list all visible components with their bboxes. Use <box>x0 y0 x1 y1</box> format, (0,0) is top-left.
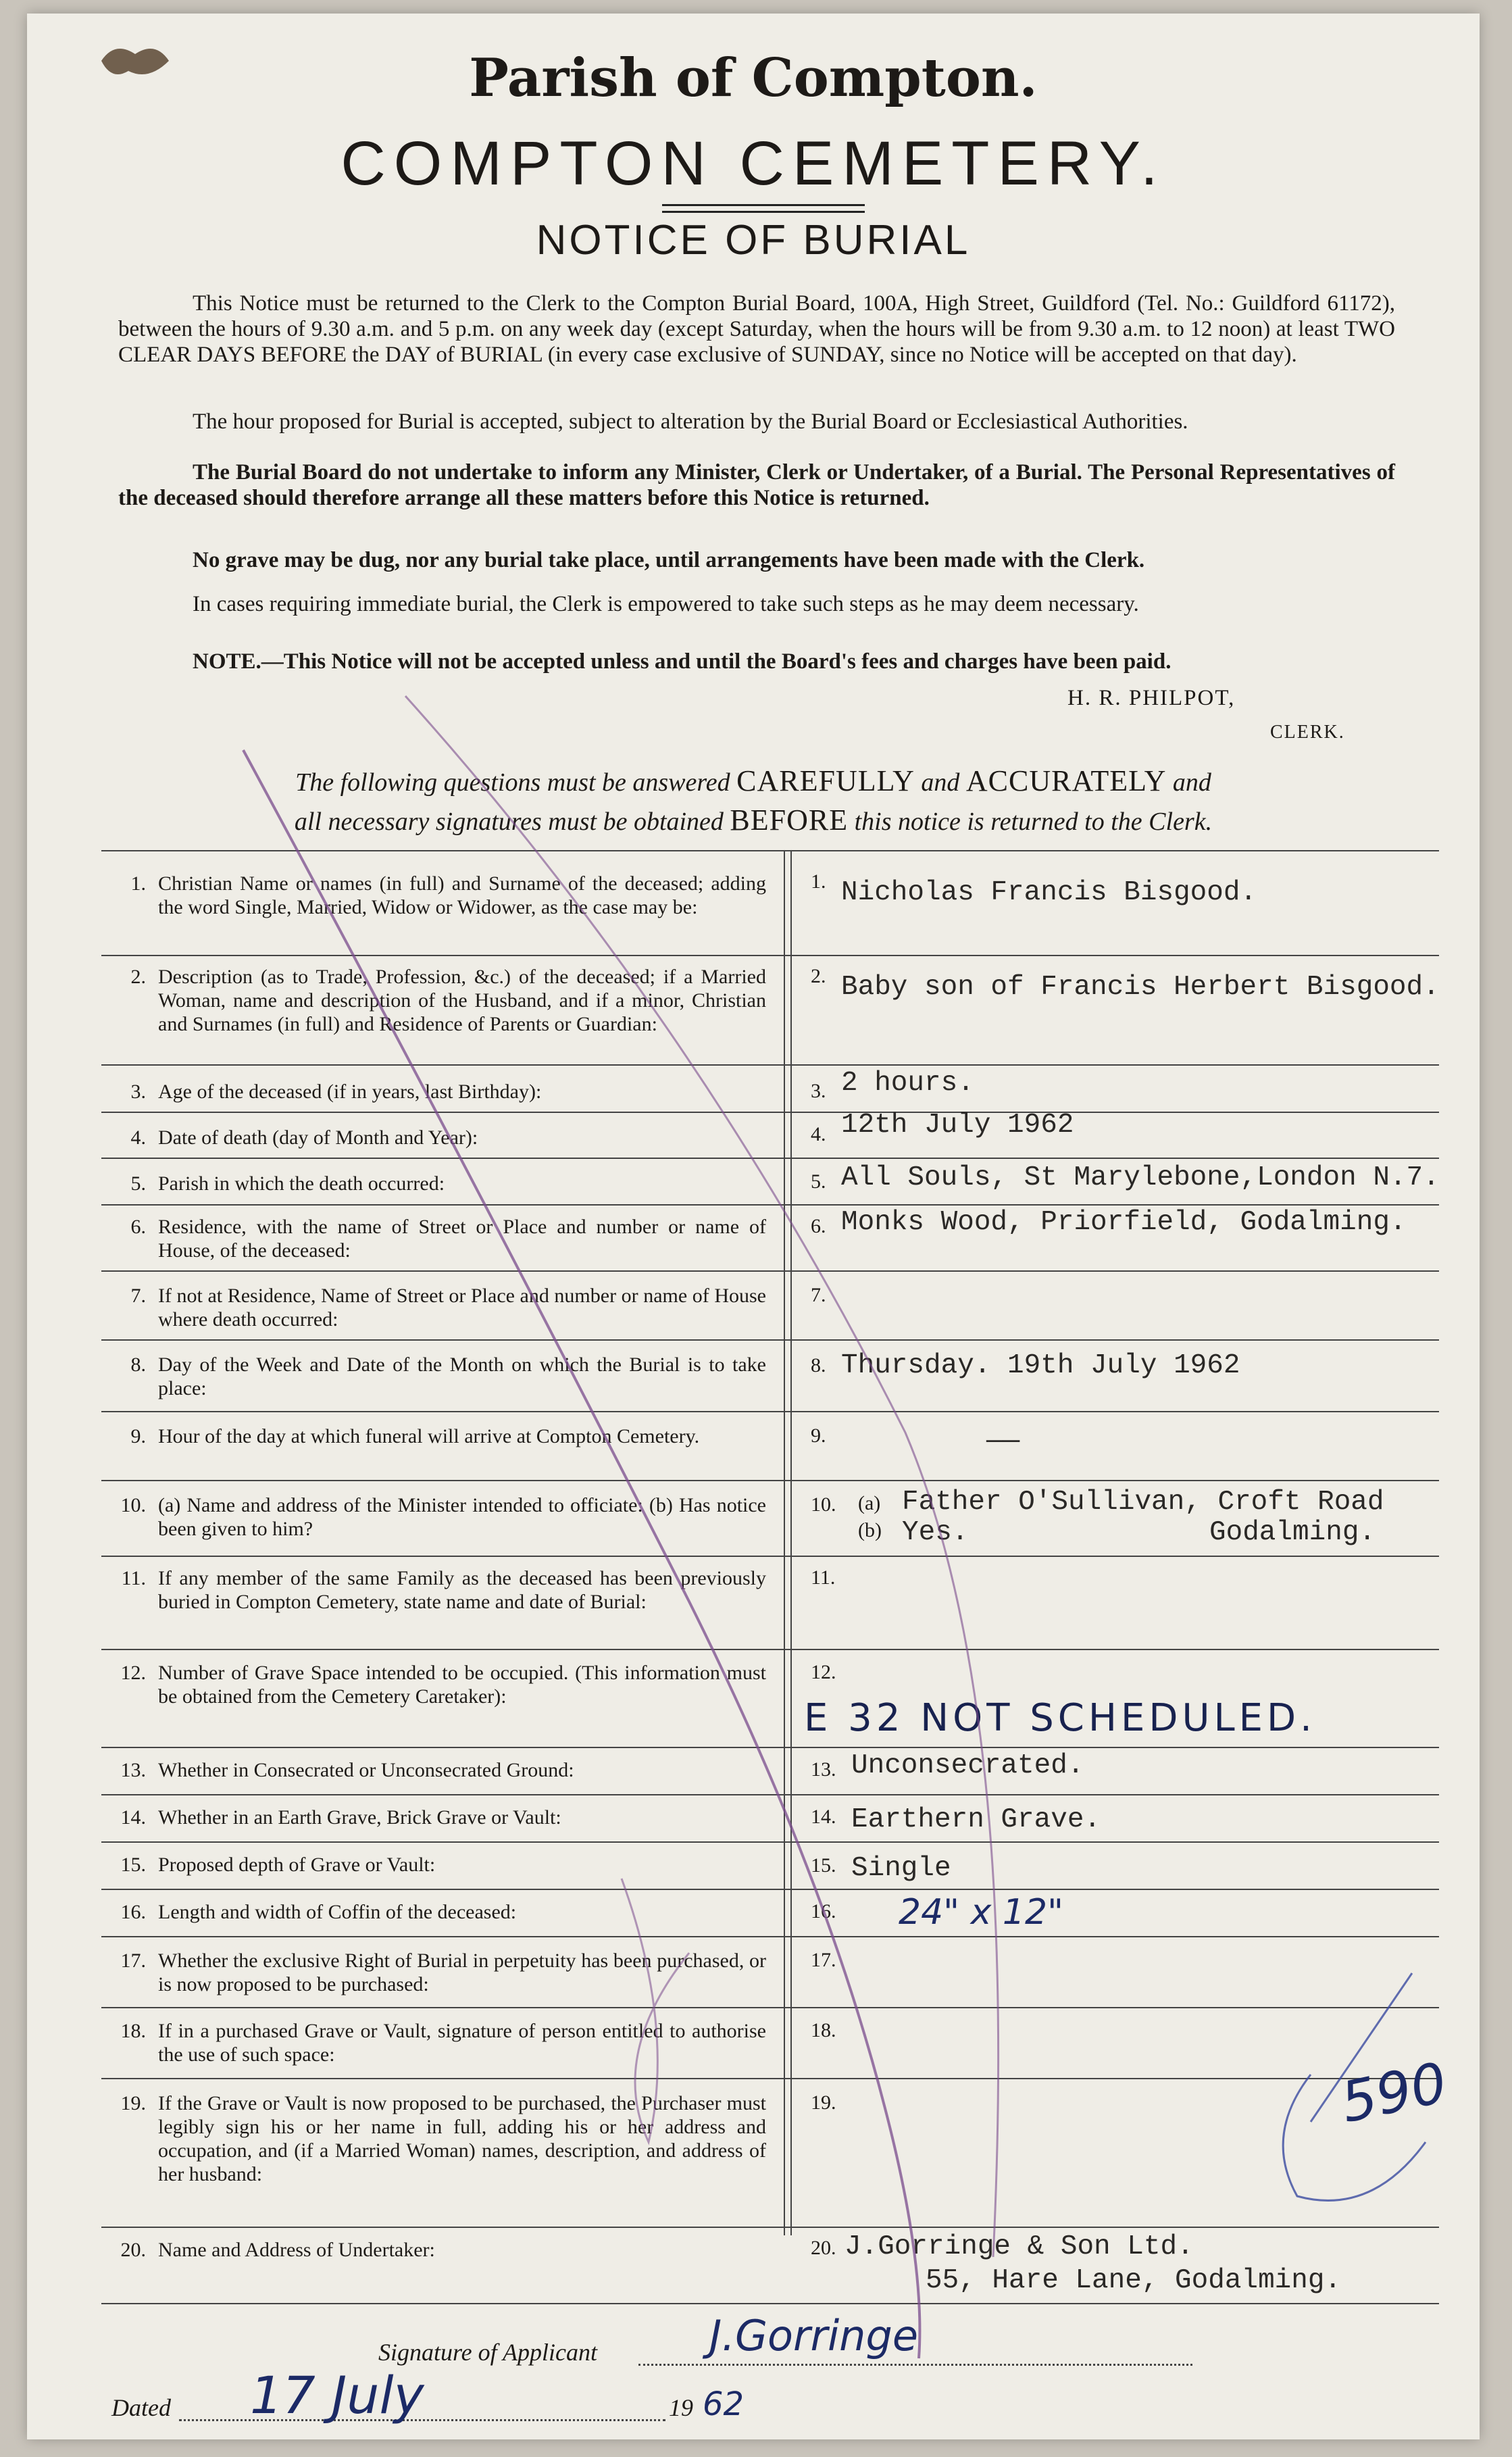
question-text: If not at Residence, Name of Street or Place and number or name of House where death occurred: <box>158 1285 766 1331</box>
answer-coffin-size: 24" x 12" <box>899 1892 1064 1933</box>
answer-number: 5. <box>811 1170 826 1193</box>
answer-number: 18. <box>811 2019 836 2041</box>
question-row <box>108 965 784 1036</box>
instruction-emphasis: CAREFULLY <box>736 764 915 797</box>
row-separator <box>101 1480 1439 1481</box>
question-row <box>108 872 784 919</box>
table-column-divider <box>790 850 792 2235</box>
intro-paragraph-3: The Burial Board do not undertake to inform any Minister, Clerk or Undertaker, of a Burial. The Personal Representatives of the deceased should therefore arrange all these matters before this Notice is returned. <box>118 460 1395 510</box>
question-row <box>108 1758 784 1782</box>
instruction-text: this notice is returned to the Clerk. <box>854 808 1213 836</box>
question-text: Christian Name or names (in full) and Surname of the deceased; adding the word Single, Married, Widow or Widower, as the case may be: <box>158 872 766 918</box>
question-row <box>108 1566 784 1614</box>
question-text: Description (as to Trade, Profession, &c.) of the deceased; if a Married Woman, name and description of the Husband, and if a minor, Christian and Surnames (in full) and Residence of Parents or Guardian: <box>158 966 766 1035</box>
answer-number: 3. <box>811 1080 826 1102</box>
instruction-emphasis: BEFORE <box>730 803 849 837</box>
answer-undertaker: J.Gorringe & Son Ltd. <box>845 2231 1194 2262</box>
answer-undertaker-address: 55, Hare Lane, Godalming. <box>926 2265 1342 2296</box>
row-separator <box>101 1556 1439 1557</box>
question-row <box>108 2238 784 2262</box>
question-number: 8. <box>130 1354 146 1376</box>
instruction-line-2 <box>27 803 1480 837</box>
question-text: Length and width of Coffin of the deceased: <box>158 1901 517 1923</box>
answer-number: 14. <box>811 1806 836 1828</box>
row-separator <box>101 1270 1439 1272</box>
answer-depth: Single <box>851 1853 951 1884</box>
cemetery-title: COMPTON CEMETERY. <box>341 129 1166 198</box>
answer-number: 15. <box>811 1854 836 1877</box>
instruction-text: and <box>1172 768 1211 797</box>
row-separator <box>101 1841 1439 1843</box>
answer-number: 2. <box>811 965 826 987</box>
row-separator <box>101 1112 1439 1113</box>
title-rule <box>662 211 865 213</box>
question-number: 11. <box>121 1567 146 1589</box>
signature-line <box>638 2364 1192 2366</box>
intro-paragraph-6: NOTE.—This Notice will not be accepted unless and until the Board's fees and charges have been paid. <box>193 649 1171 674</box>
instruction-text: and <box>921 768 960 797</box>
instruction-emphasis: ACCURATELY <box>965 764 1167 797</box>
answer-grave-space: E 32 NOT SCHEDULED. <box>804 1696 1316 1740</box>
question-text: Proposed depth of Grave or Vault: <box>158 1854 436 1876</box>
answer-burial-day: Thursday. 19th July 1962 <box>841 1350 1240 1381</box>
question-number: 12. <box>120 1662 146 1684</box>
row-separator <box>101 1747 1439 1748</box>
question-text: Number of Grave Space intended to be occupied. (This information must be obtained from the Cemetery Caretaker): <box>158 1662 766 1708</box>
question-number: 6. <box>130 1216 146 1238</box>
signature-label: Signature of Applicant <box>378 2339 597 2366</box>
answer-sub-label: (b) <box>858 1519 882 1541</box>
question-number: 18. <box>120 2020 146 2042</box>
applicant-signature: J.Gorringe <box>709 2311 918 2360</box>
question-row <box>108 1215 784 1262</box>
title-rule <box>662 204 865 206</box>
answer-minister-town: Godalming. <box>1209 1517 1376 1548</box>
answer-minister: Father O'Sullivan, Croft Road <box>902 1487 1384 1518</box>
question-row <box>108 1353 784 1400</box>
row-separator <box>101 1064 1439 1066</box>
question-number: 15. <box>120 1854 146 1876</box>
question-number: 13. <box>120 1759 146 1781</box>
question-row <box>108 1949 784 1996</box>
answer-number: 19. <box>811 2091 836 2114</box>
question-number: 9. <box>130 1425 146 1447</box>
circled-number: 590 <box>1335 2050 1453 2136</box>
row-separator <box>101 1339 1439 1341</box>
answer-name: Nicholas Francis Bisgood. <box>841 877 1257 908</box>
answer-age: 2 hours. <box>841 1068 974 1099</box>
year-prefix: 19 <box>669 2394 693 2421</box>
parish-title: Parish of Compton. <box>469 47 1038 109</box>
instruction-line-1 <box>27 764 1480 798</box>
question-row <box>108 1900 784 1924</box>
question-number: 19. <box>120 2092 146 2114</box>
answer-notice-given: Yes. <box>902 1517 969 1548</box>
row-separator <box>101 2078 1439 2079</box>
question-number: 4. <box>130 1126 146 1149</box>
table-bottom-rule <box>101 2303 1439 2304</box>
question-text: Parish in which the death occurred: <box>158 1172 445 1195</box>
row-separator <box>101 1411 1439 1412</box>
question-text: Date of death (day of Month and Year): <box>158 1126 478 1149</box>
answer-number: 6. <box>811 1215 826 1237</box>
answer-number: 1. <box>811 870 826 893</box>
year-suffix: 62 <box>703 2385 745 2423</box>
dated-value: 17 July <box>250 2365 424 2425</box>
question-row <box>108 2019 784 2066</box>
question-number: 5. <box>130 1172 146 1195</box>
question-text: Age of the deceased (if in years, last Birthday): <box>158 1081 542 1103</box>
row-separator <box>101 2007 1439 2008</box>
answer-number: 9. <box>811 1424 826 1447</box>
question-text: Residence, with the name of Street or Place and number or name of House, of the deceased: <box>158 1216 766 1262</box>
answer-number: 8. <box>811 1354 826 1376</box>
question-number: 16. <box>120 1901 146 1923</box>
row-separator <box>101 955 1439 956</box>
answer-number: 12. <box>811 1661 836 1683</box>
question-text: Whether in an Earth Grave, Brick Grave or Vault: <box>158 1806 561 1829</box>
answer-grave-type: Earthern Grave. <box>851 1804 1101 1835</box>
instruction-text: all necessary signatures must be obtained <box>294 808 724 836</box>
question-text: If the Grave or Vault is now proposed to be purchased, the Purchaser must legibly sign his or her name in full, adding his or her address and occupation, and (if a Married Woman) names, description, and address of her husband: <box>158 2092 766 2185</box>
question-text: (a) Name and address of the Minister intended to officiate: (b) Has notice been given to him? <box>158 1494 766 1540</box>
question-row <box>108 1080 784 1103</box>
question-text: If in a purchased Grave or Vault, signature of person entitled to authorise the use of such space: <box>158 2020 766 2066</box>
question-row <box>108 1424 784 1448</box>
question-text: If any member of the same Family as the deceased has been previously buried in Compton Cemetery, state name and date of Burial: <box>158 1567 766 1613</box>
clerk-name: H. R. PHILPOT, <box>1067 686 1236 710</box>
question-row <box>108 1126 784 1149</box>
question-row <box>108 1661 784 1708</box>
dated-label: Dated <box>111 2394 171 2421</box>
answer-sub-label: (a) <box>858 1492 881 1514</box>
answer-number: 13. <box>811 1758 836 1781</box>
answer-date-of-death: 12th July 1962 <box>841 1110 1074 1141</box>
question-text: Whether the exclusive Right of Burial in perpetuity has been purchased, or is now proposed to be purchased: <box>158 1950 766 1995</box>
question-text: Name and Address of Undertaker: <box>158 2239 435 2261</box>
question-number: 14. <box>120 1806 146 1829</box>
question-text: Day of the Week and Date of the Month on which the Burial is to take place: <box>158 1354 766 1399</box>
row-separator <box>101 1794 1439 1795</box>
row-separator <box>101 1204 1439 1206</box>
question-text: Whether in Consecrated or Unconsecrated Ground: <box>158 1759 574 1781</box>
question-number: 1. <box>130 872 146 895</box>
answer-number: 20. <box>811 2237 836 2259</box>
question-number: 10. <box>120 1494 146 1516</box>
question-number: 17. <box>120 1950 146 1972</box>
answer-number: 4. <box>811 1123 826 1145</box>
question-row <box>108 1853 784 1877</box>
answer-number: 11. <box>811 1566 836 1589</box>
intro-paragraph-4: No grave may be dug, nor any burial take place, until arrangements have been made with the Clerk. <box>193 548 1145 572</box>
intro-paragraph-2: The hour proposed for Burial is accepted, subject to alteration by the Burial Board or Ecclesiastical Authorities. <box>193 410 1188 434</box>
answer-parish: All Souls, St Marylebone,London N.7. <box>841 1162 1440 1193</box>
row-separator <box>101 1889 1439 1890</box>
question-row <box>108 1806 784 1829</box>
answer-number: 17. <box>811 1949 836 1971</box>
answer-hour-dash: —— <box>986 1426 1020 1457</box>
question-number: 20. <box>120 2239 146 2261</box>
answer-number: 10. <box>811 1493 836 1516</box>
row-separator <box>101 1649 1439 1650</box>
clerk-title: CLERK. <box>1270 722 1345 743</box>
row-separator <box>101 2227 1439 2228</box>
answer-description: Baby son of Francis Herbert Bisgood. <box>841 972 1440 1003</box>
intro-paragraph-5: In cases requiring immediate burial, the Clerk is empowered to take such steps as he may deem necessary. <box>193 592 1139 616</box>
question-number: 3. <box>130 1081 146 1103</box>
row-separator <box>101 1936 1439 1937</box>
answer-ground: Unconsecrated. <box>851 1750 1084 1781</box>
question-row <box>108 1284 784 1331</box>
answer-residence: Monks Wood, Priorfield, Godalming. <box>841 1207 1407 1238</box>
intro-paragraph-1: This Notice must be returned to the Clerk to the Compton Burial Board, 100A, High Street, Guildford (Tel. No.: Guildford 61172), between the hours of 9.30 a.m. and 5 p.m. on any week day (except Saturday, when the hours will be from 9.30 a.m. to 12 noon) at least TWO CLEAR DAYS BEFORE the DAY of BURIAL (in every case exclusive of SUNDAY, since no Notice will be accepted on that day). <box>118 291 1395 367</box>
instruction-text: The following questions must be answered <box>295 768 730 797</box>
table-top-rule <box>101 850 1439 851</box>
burial-notice-sheet <box>27 14 1480 2439</box>
question-row <box>108 1172 784 1195</box>
question-text: Hour of the day at which funeral will arrive at Compton Cemetery. <box>158 1425 700 1447</box>
question-number: 2. <box>130 966 146 988</box>
notice-title: NOTICE OF BURIAL <box>536 217 971 264</box>
answer-number: 16. <box>811 1900 836 1922</box>
question-row <box>108 1493 784 1541</box>
table-column-divider <box>784 850 785 2235</box>
question-number: 7. <box>130 1285 146 1307</box>
row-separator <box>101 1158 1439 1159</box>
answer-number: 7. <box>811 1284 826 1306</box>
question-row <box>108 2091 784 2186</box>
